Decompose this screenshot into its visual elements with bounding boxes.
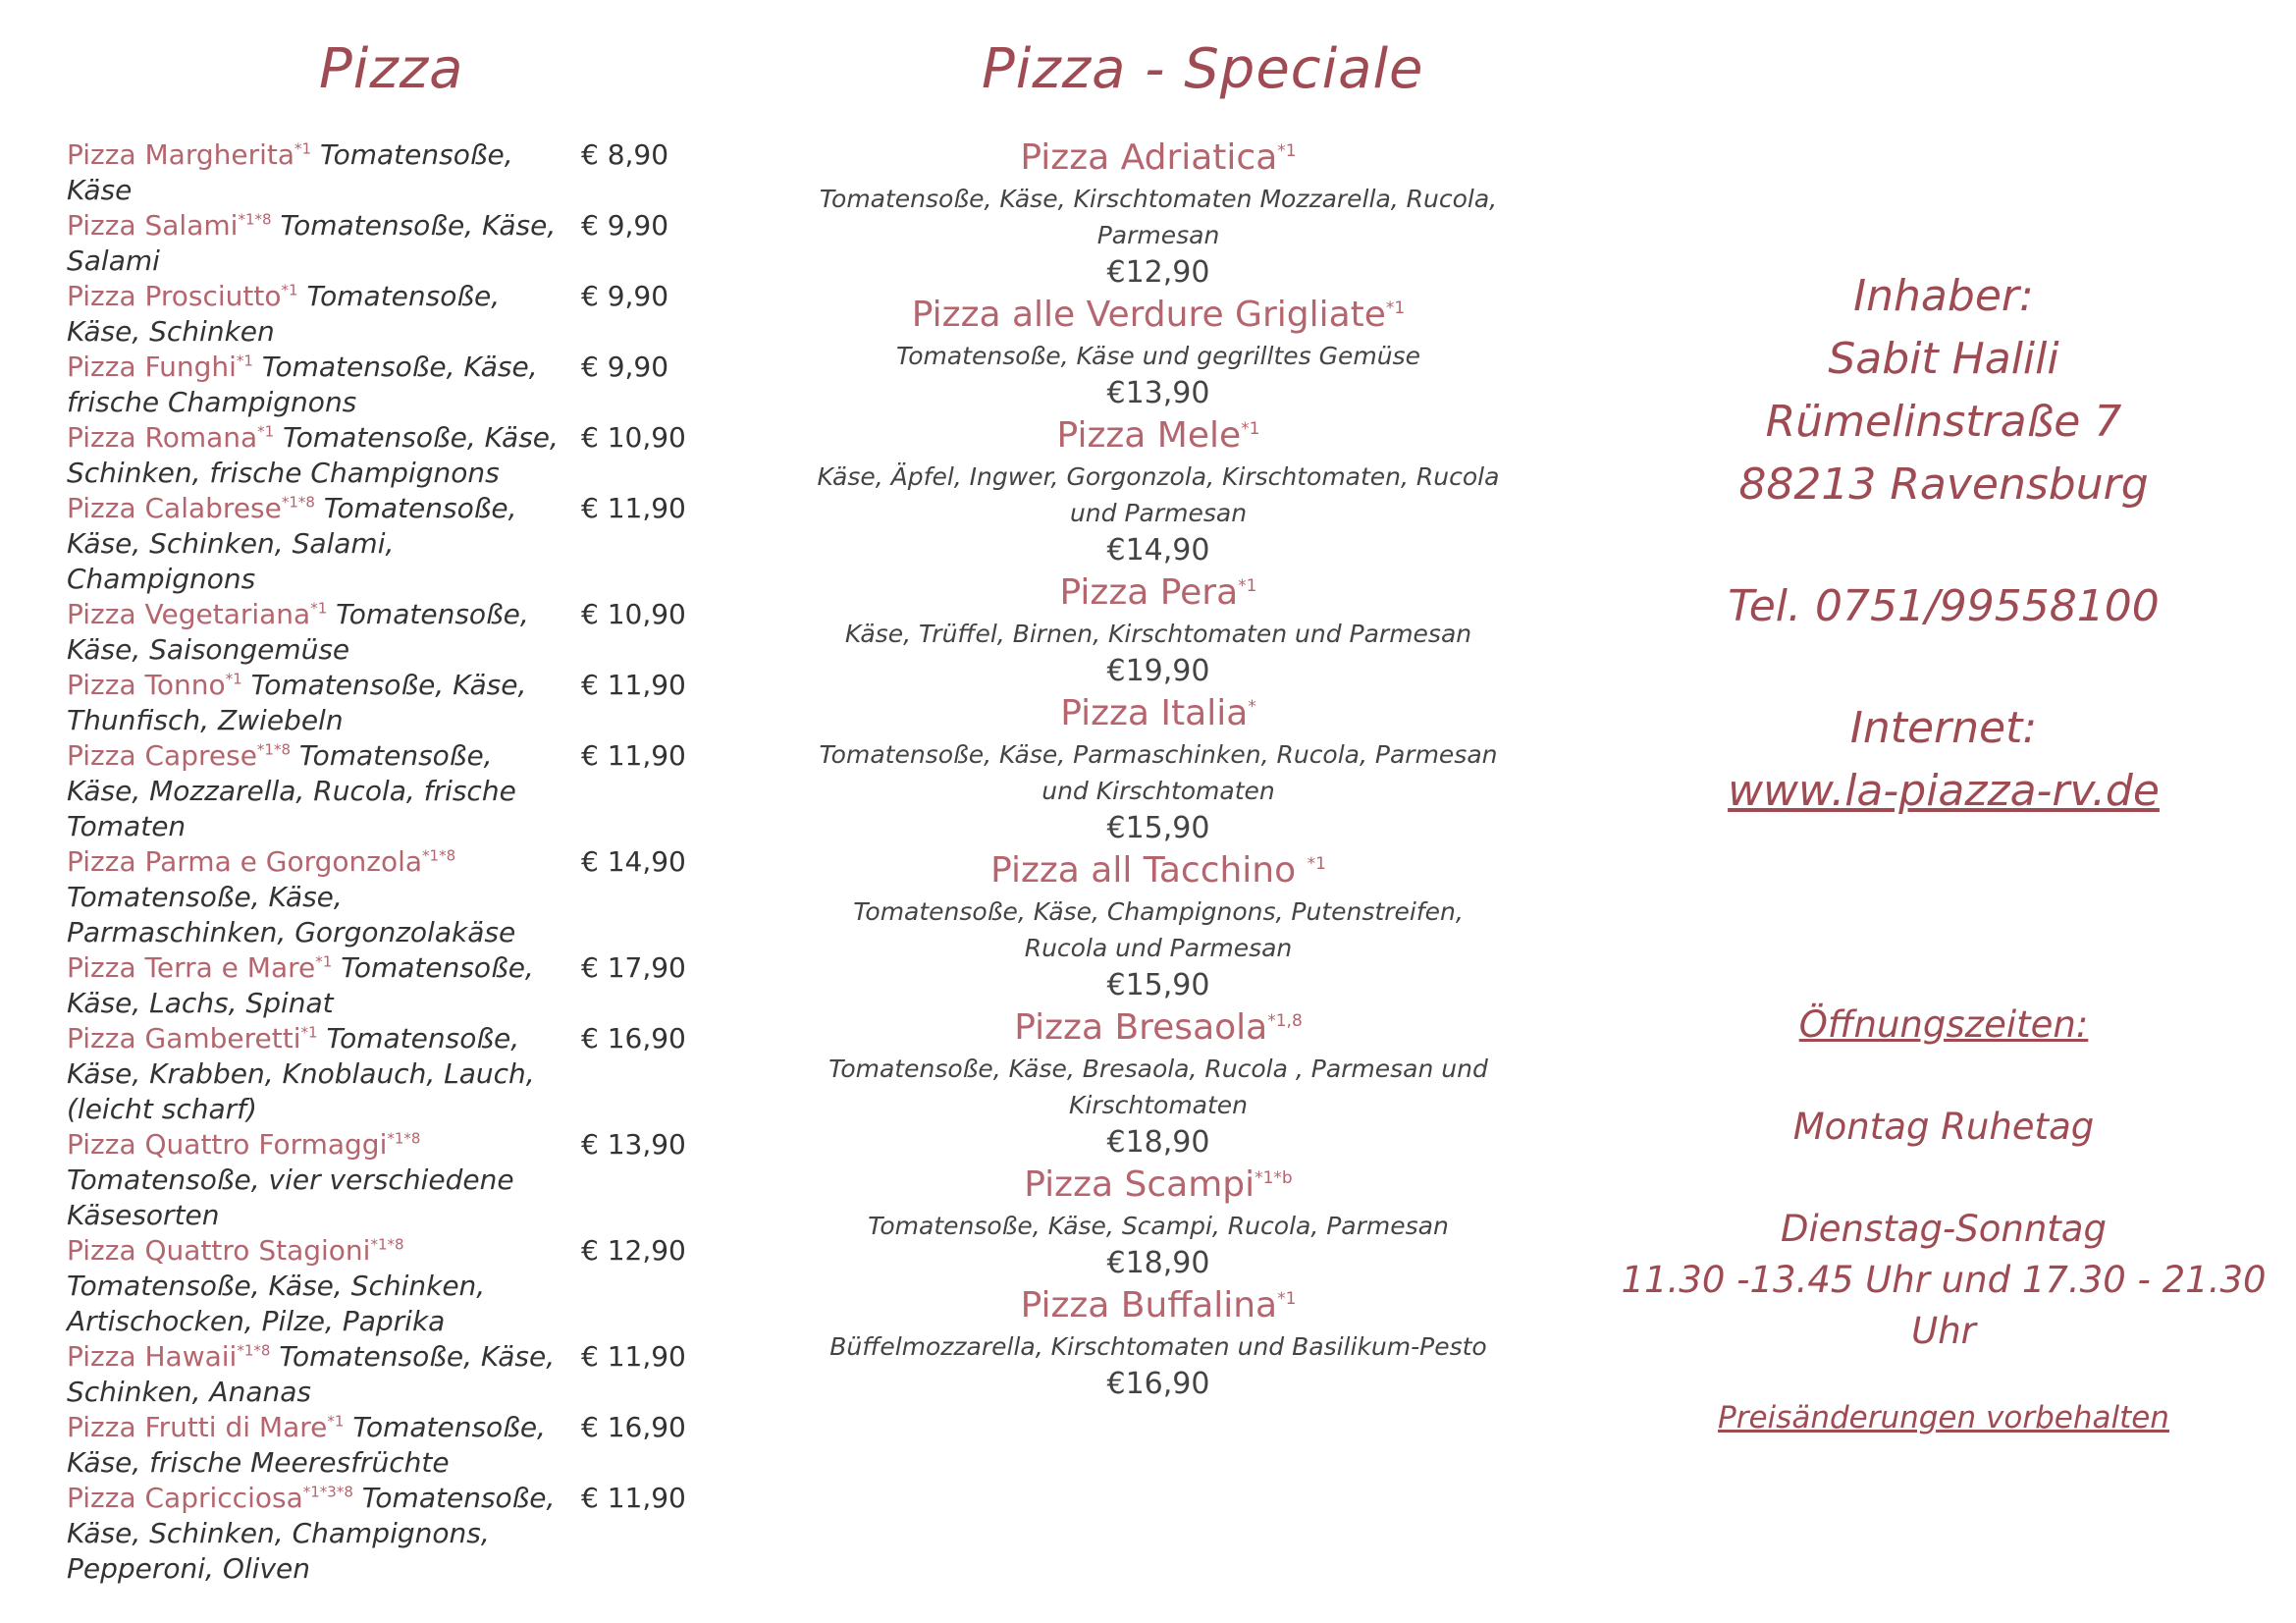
allergen-marker: *1	[1241, 419, 1260, 439]
speciale-name: Pizza Buffalina	[1020, 1285, 1278, 1325]
speciale-price: €15,90	[1106, 811, 1210, 845]
allergen-marker: *1*8	[281, 493, 315, 512]
pizza-description: Tomatensoße, Käse, frische Champignons	[67, 351, 538, 418]
pizza-item-text	[67, 844, 567, 950]
allergen-marker: *1	[294, 139, 312, 158]
pizza-item	[67, 668, 715, 738]
open-hours: 11.30 -13.45 Uhr und 17.30 - 21.30 Uhr	[1621, 1259, 2267, 1352]
pizza-price: € 9,90	[581, 351, 669, 383]
pizza-item-text	[67, 137, 567, 208]
pizza-price: € 14,90	[581, 845, 686, 878]
pizza-item	[67, 950, 715, 1021]
pizza-name: Pizza Romana	[67, 421, 258, 454]
speciale-description: Tomatensoße, Käse, Parmaschinken, Rucola, Parmesan und Kirschtomaten	[819, 740, 1498, 805]
allergen-marker: *1*8	[238, 210, 272, 229]
allergen-marker: *1	[236, 352, 253, 370]
speciale-name: Pizza all Tacchino	[990, 850, 1308, 891]
pizza-name: Pizza Quattro Stagioni	[67, 1234, 371, 1267]
allergen-marker: *1	[257, 422, 275, 441]
pizza-price: € 16,90	[581, 1411, 686, 1443]
pizza-item-text	[67, 1233, 567, 1339]
pizza-item	[67, 1481, 715, 1587]
city-address: 88213 Ravensburg	[1738, 460, 2149, 510]
speciale-price: €14,90	[1106, 533, 1210, 568]
allergen-marker: *1	[310, 599, 328, 618]
speciale-name: Pizza alle Verdure Grigliate	[911, 295, 1386, 335]
speciale-price: €12,90	[1106, 255, 1210, 290]
pizza-description: Tomatensoße, Käse, Mozzarella, Rucola, frische Tomaten	[67, 739, 516, 842]
pizza-description: Tomatensoße, Käse, Schinken, frische Champignons	[67, 421, 559, 489]
pizza-description: Tomatensoße, Käse, Schinken, Artischocken, Pilze, Paprika	[67, 1270, 486, 1337]
closed-day: Montag Ruhetag	[1792, 1106, 2095, 1148]
pizza-item	[67, 1021, 715, 1127]
spacer	[1590, 1357, 2296, 1392]
pizza-description: Tomatensoße, Käse, Thunfisch, Zwiebeln	[67, 669, 527, 736]
pizza-item-text	[67, 279, 567, 350]
speciale-name-line	[805, 1005, 1512, 1051]
pizza-item	[67, 350, 715, 420]
pizza-name: Pizza Capricciosa	[67, 1482, 303, 1514]
speciale-description: Käse, Äpfel, Ingwer, Gorgonzola, Kirschtomaten, Rucola und Parmesan	[817, 462, 1500, 527]
speciale-name: Pizza Adriatica	[1020, 137, 1278, 178]
pizza-item	[67, 420, 715, 491]
pizza-name: Pizza Salami	[67, 209, 239, 242]
opening-hours-label: Öffnungszeiten:	[1798, 1003, 2089, 1046]
pizza-description: Tomatensoße, Käse, Schinken, Ananas	[67, 1340, 556, 1408]
pizza-name: Pizza Terra e Mare	[67, 951, 316, 984]
pizza-item-text	[67, 1339, 567, 1410]
allergen-marker: *1*8	[370, 1235, 404, 1254]
pizza-item-text	[67, 208, 567, 279]
pizza-price: € 11,90	[581, 739, 686, 772]
speciale-item	[805, 1163, 1512, 1283]
pizza-item-text	[67, 597, 567, 668]
speciale-name-line	[805, 1283, 1512, 1328]
spacer	[1590, 1153, 2296, 1204]
pizza-name: Pizza Margherita	[67, 138, 295, 171]
speciale-price: €18,90	[1106, 1125, 1210, 1160]
pizza-description: Tomatensoße, Käse	[67, 138, 513, 206]
speciale-name: Pizza Mele	[1056, 415, 1242, 456]
allergen-marker: *1	[1277, 1289, 1297, 1309]
pizza-price: € 11,90	[581, 492, 686, 524]
pizza-description: Tomatensoße, Käse, Krabben, Knoblauch, Lauch, (leicht scharf)	[67, 1022, 535, 1125]
pizza-name: Pizza Hawaii	[67, 1340, 238, 1373]
speciale-price: €15,90	[1106, 968, 1210, 1002]
pizza-price: € 11,90	[581, 1340, 686, 1373]
pizza-item	[67, 279, 715, 350]
allergen-marker: *1*8	[237, 1341, 271, 1360]
pizza-price: € 16,90	[581, 1022, 686, 1055]
pizza-item	[67, 491, 715, 597]
internet-label: Internet:	[1849, 703, 2038, 753]
spacer	[1590, 638, 2296, 697]
pizza-description: Tomatensoße, Käse, Schinken	[67, 280, 501, 348]
speciale-section-title: Pizza - Speciale	[982, 37, 1424, 101]
pizza-item-text	[67, 420, 567, 491]
speciale-description: Tomatensoße, Käse und gegrilltes Gemüse	[896, 342, 1420, 370]
speciale-item	[805, 413, 1512, 570]
website-link[interactable]: www.la-piazza-rv.de	[1728, 766, 2160, 816]
speciale-price: €13,90	[1106, 376, 1210, 410]
pizza-price: € 10,90	[581, 598, 686, 630]
pizza-description: Tomatensoße, Käse, Salami	[67, 209, 557, 277]
pizza-name: Pizza Calabrese	[67, 492, 282, 524]
pizza-name: Pizza Prosciutto	[67, 280, 282, 312]
owner-name: Sabit Halili	[1828, 334, 2059, 384]
pizza-item-text	[67, 738, 567, 844]
pizza-name: Pizza Gamberetti	[67, 1022, 301, 1055]
speciale-list	[805, 135, 1512, 1404]
pizza-item-text	[67, 950, 567, 1021]
speciale-description: Büffelmozzarella, Kirschtomaten und Basilikum-Pesto	[829, 1332, 1487, 1361]
speciale-item	[805, 1283, 1512, 1404]
pizza-item	[67, 1410, 715, 1481]
speciale-item	[805, 570, 1512, 691]
pizza-price: € 8,90	[581, 138, 669, 171]
allergen-marker: *1	[315, 952, 333, 971]
allergen-marker: *1	[281, 281, 298, 299]
spacer	[1590, 823, 2296, 1000]
speciale-description: Tomatensoße, Käse, Scampi, Rucola, Parmesan	[868, 1212, 1449, 1240]
speciale-item	[805, 135, 1512, 293]
phone-number: Tel. 0751/99558100	[1728, 581, 2160, 631]
allergen-marker: *1*8	[256, 740, 292, 759]
pizza-description: Tomatensoße, Käse, Schinken, Champignons, Pepperoni, Oliven	[67, 1482, 556, 1585]
pizza-item-text	[67, 1021, 567, 1127]
pizza-item	[67, 1339, 715, 1410]
pizza-description: Tomatensoße, vier verschiedene Käsesorten	[67, 1163, 514, 1231]
pizza-price: € 9,90	[581, 209, 669, 242]
spacer	[1590, 1051, 2296, 1102]
allergen-marker: *1*8	[422, 846, 456, 865]
pizza-item-text	[67, 1410, 567, 1481]
pizza-price: € 11,90	[581, 669, 686, 701]
speciale-item	[805, 848, 1512, 1005]
allergen-marker: *1	[1385, 298, 1406, 318]
pizza-item	[67, 1127, 715, 1233]
pizza-price: € 17,90	[581, 951, 686, 984]
speciale-name: Pizza Pera	[1059, 572, 1239, 613]
speciale-price: €19,90	[1106, 654, 1210, 688]
speciale-description: Tomatensoße, Käse, Kirschtomaten Mozzarella, Rucola, Parmesan	[819, 185, 1498, 249]
pizza-price: € 11,90	[581, 1482, 686, 1514]
allergen-marker: *1*b	[1255, 1168, 1293, 1188]
speciale-name-line	[805, 570, 1512, 616]
pizza-name: Pizza Funghi	[67, 351, 237, 383]
allergen-marker: *	[1248, 697, 1256, 717]
owner-label: Inhaber:	[1853, 271, 2034, 321]
spacer	[1590, 516, 2296, 575]
pizza-item	[67, 597, 715, 668]
pizza-price: € 13,90	[581, 1128, 686, 1161]
speciale-name: Pizza Italia	[1060, 693, 1249, 733]
pizza-item-text	[67, 491, 567, 597]
pizza-item-text	[67, 1127, 567, 1233]
pizza-name: Pizza Tonno	[67, 669, 226, 701]
speciale-name-line	[805, 293, 1512, 338]
pizza-name: Pizza Caprese	[67, 739, 257, 772]
allergen-marker: *1*8	[387, 1129, 421, 1148]
pizza-item-text	[67, 668, 567, 738]
allergen-marker: *1	[327, 1412, 345, 1431]
pizza-item-text	[67, 350, 567, 420]
pizza-section-title: Pizza	[319, 37, 464, 101]
speciale-item	[805, 691, 1512, 848]
speciale-name-line	[805, 691, 1512, 736]
allergen-marker: *1	[1277, 141, 1297, 161]
street-address: Rümelinstraße 7	[1765, 397, 2122, 447]
allergen-marker: *1*3*8	[302, 1483, 353, 1501]
speciale-item	[805, 1005, 1512, 1163]
speciale-price: €18,90	[1106, 1246, 1210, 1280]
speciale-name: Pizza Bresaola	[1014, 1007, 1268, 1048]
speciale-name: Pizza Scampi	[1024, 1164, 1255, 1205]
pizza-price: € 10,90	[581, 421, 686, 454]
restaurant-info	[1590, 265, 2296, 1443]
speciale-name-line	[805, 413, 1512, 459]
pizza-name: Pizza Parma e Gorgonzola	[67, 845, 423, 878]
open-days: Dienstag-Sonntag	[1781, 1208, 2107, 1250]
allergen-marker: *1	[1307, 854, 1326, 874]
pizza-name: Pizza Frutti di Mare	[67, 1411, 328, 1443]
pizza-description: Tomatensoße, Käse, Parmaschinken, Gorgonzolakäse	[67, 881, 516, 948]
pizza-description: Tomatensoße, Käse, Saisongemüse	[67, 598, 529, 666]
speciale-name-line	[805, 135, 1512, 181]
price-change-note: Preisänderungen vorbehalten	[1718, 1400, 2169, 1435]
pizza-description: Tomatensoße, Käse, frische Meeresfrüchte	[67, 1411, 546, 1479]
allergen-marker: *1,8	[1267, 1011, 1303, 1031]
speciale-name-line	[805, 1163, 1512, 1208]
pizza-price: € 12,90	[581, 1234, 686, 1267]
pizza-name: Pizza Quattro Formaggi	[67, 1128, 388, 1161]
pizza-description: Tomatensoße, Käse, Schinken, Salami, Champignons	[67, 492, 517, 595]
pizza-description: Tomatensoße, Käse, Lachs, Spinat	[67, 951, 534, 1019]
pizza-price: € 9,90	[581, 280, 669, 312]
allergen-marker: *1	[1238, 576, 1257, 596]
allergen-marker: *1	[300, 1023, 318, 1042]
pizza-list	[67, 137, 715, 1587]
speciale-description: Käse, Trüffel, Birnen, Kirschtomaten und Parmesan	[844, 620, 1472, 648]
speciale-price: €16,90	[1106, 1367, 1210, 1401]
speciale-name-line	[805, 848, 1512, 893]
pizza-item-text	[67, 1481, 567, 1587]
speciale-description: Tomatensoße, Käse, Champignons, Putenstreifen, Rucola und Parmesan	[853, 897, 1464, 962]
pizza-item	[67, 1233, 715, 1339]
pizza-item	[67, 208, 715, 279]
pizza-item	[67, 844, 715, 950]
pizza-item	[67, 738, 715, 844]
allergen-marker: *1	[225, 670, 242, 688]
speciale-item	[805, 293, 1512, 413]
pizza-name: Pizza Vegetariana	[67, 598, 311, 630]
speciale-description: Tomatensoße, Käse, Bresaola, Rucola , Parmesan und Kirschtomaten	[828, 1055, 1488, 1119]
pizza-item	[67, 137, 715, 208]
